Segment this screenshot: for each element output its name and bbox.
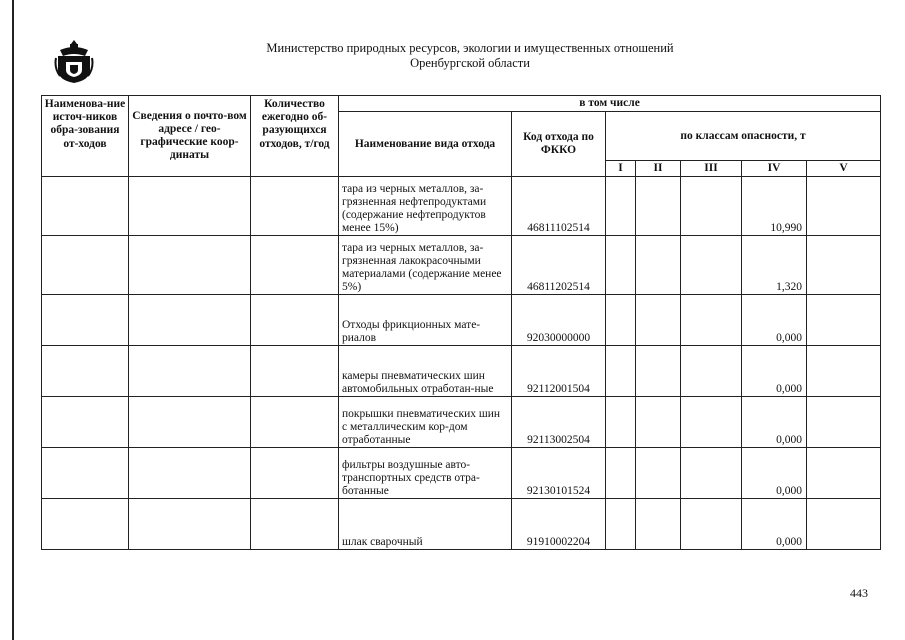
table-row xyxy=(42,177,881,236)
coat-of-arms-icon xyxy=(54,38,94,84)
waste-name-cell: шлак сварочный xyxy=(339,499,512,550)
table-row xyxy=(42,295,881,346)
header-annual-quantity: Количество ежегодно об-разующихся отходов, т/год xyxy=(251,96,339,177)
waste-code-cell: 92030000000 xyxy=(512,295,606,346)
table-row xyxy=(42,236,881,295)
ministry-name: Министерство природных ресурсов, экологии и имущественных отношений xyxy=(266,41,674,55)
table-row xyxy=(42,397,881,448)
waste-code-cell: 46811102514 xyxy=(512,177,606,236)
waste-name-cell: камеры пневматических шин автомобильных отработан-ные xyxy=(339,346,512,397)
header-waste-name: Наименование вида отхода xyxy=(339,112,512,177)
waste-name-cell: тара из черных металлов, за-грязненная лакокрасочными материалами (содержание менее 5%) xyxy=(339,236,512,295)
class-iv-amount: 0,000 xyxy=(742,346,807,397)
class-iv-amount: 1,320 xyxy=(742,236,807,295)
header-class-iii: III xyxy=(681,161,742,177)
waste-name-cell: фильтры воздушные авто-транспортных средств отра-ботанные xyxy=(339,448,512,499)
header-class-v: V xyxy=(807,161,881,177)
waste-code-cell: 46811202514 xyxy=(512,236,606,295)
waste-code-cell: 92112001504 xyxy=(512,346,606,397)
header-address: Сведения о почто-вом адресе / гео-графические коор-динаты xyxy=(129,96,251,177)
class-iv-amount: 0,000 xyxy=(742,397,807,448)
waste-code-cell: 91910002204 xyxy=(512,499,606,550)
header-group: в том числе xyxy=(339,96,881,112)
waste-table xyxy=(41,95,881,550)
waste-name-cell: тара из черных металлов, за-грязненная нефтепродуктами (содержание нефтепродуктов менее 15%) xyxy=(339,177,512,236)
table-row xyxy=(42,448,881,499)
header-class-i: I xyxy=(606,161,636,177)
header-class-iv: IV xyxy=(742,161,807,177)
waste-name-cell: Отходы фрикционных мате-риалов xyxy=(339,295,512,346)
header-class-ii: II xyxy=(636,161,681,177)
region-name: Оренбургской области xyxy=(410,56,530,70)
class-iv-amount: 0,000 xyxy=(742,295,807,346)
waste-name-cell: покрышки пневматических шин с металлическим кор-дом отработанные xyxy=(339,397,512,448)
table-row xyxy=(42,499,881,550)
document-header xyxy=(110,41,830,71)
class-iv-amount: 10,990 xyxy=(742,177,807,236)
class-iv-amount: 0,000 xyxy=(742,499,807,550)
page-number: 443 xyxy=(850,586,868,600)
waste-code-cell: 92113002504 xyxy=(512,397,606,448)
class-iv-amount: 0,000 xyxy=(742,448,807,499)
waste-code-cell: 92130101524 xyxy=(512,448,606,499)
header-hazard-classes: по классам опасности, т xyxy=(606,112,881,161)
table-row xyxy=(42,346,881,397)
header-source-name: Наименова-ние источ-ников обра-зования от-ходов xyxy=(42,96,129,177)
left-margin-rule xyxy=(12,0,14,640)
header-waste-code: Код отхода по ФККО xyxy=(512,112,606,177)
